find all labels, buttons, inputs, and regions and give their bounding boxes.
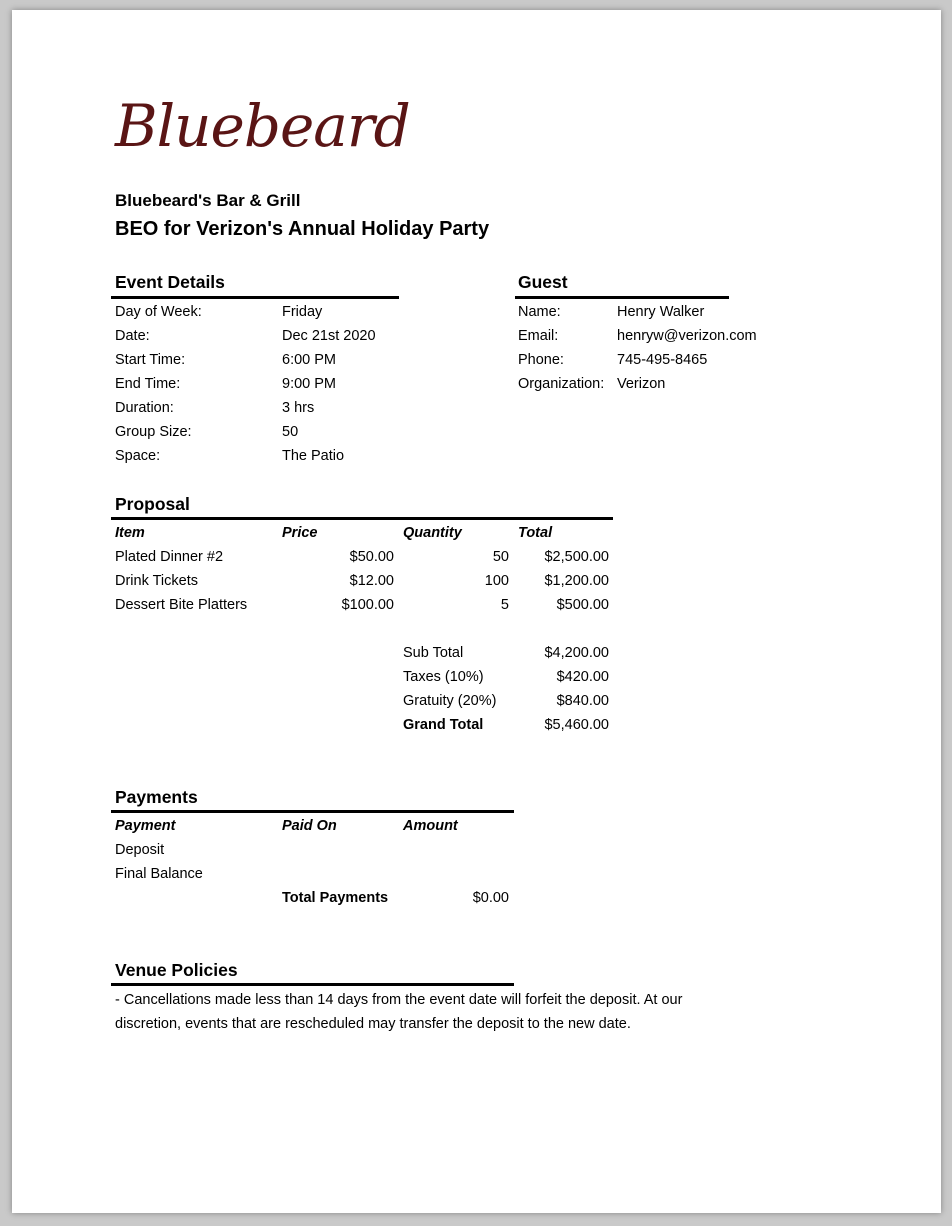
payments-heading: Payments [115, 787, 198, 807]
item-quantity: 5 [500, 597, 509, 613]
venue-policies-heading: Venue Policies [115, 960, 238, 980]
event-label: Duration: [115, 400, 174, 416]
guest-rule [515, 296, 729, 299]
event-label: Date: [115, 328, 150, 344]
total-payments-value: $0.00 [472, 890, 509, 906]
column-header-item: Item [115, 525, 145, 541]
event-label: End Time: [115, 376, 181, 392]
subtotal-label: Sub Total [403, 645, 464, 661]
company-name: Bluebeard's Bar & Grill [115, 191, 301, 210]
event-value: 3 hrs [282, 400, 315, 416]
event-label: Day of Week: [115, 304, 202, 320]
guest-label: Email: [518, 328, 559, 344]
event-label: Group Size: [115, 424, 192, 440]
payment-row-label: Deposit [115, 842, 165, 858]
event-details-rule [111, 296, 399, 299]
guest-heading: Guest [518, 272, 568, 292]
guest-label: Name: [518, 304, 561, 320]
item-price: $12.00 [349, 573, 394, 589]
taxes-label: Taxes (10%) [403, 669, 484, 685]
grand-total-label: Grand Total [403, 717, 484, 733]
event-value: Dec 21st 2020 [282, 328, 376, 344]
column-header-price: Price [282, 525, 318, 541]
event-label: Space: [115, 448, 161, 464]
event-value: 9:00 PM [282, 376, 336, 392]
gratuity-label: Gratuity (20%) [403, 693, 497, 709]
payments-rule [111, 810, 514, 813]
column-header-total: Total [518, 525, 553, 541]
gratuity-value: $840.00 [556, 693, 609, 709]
event-value: The Patio [282, 448, 345, 464]
venue-policies-text: - Cancellations made less than 14 days from the event date will forfeit the deposit. At our discretion, events that are rescheduled may transfer the deposit to the new date. [115, 992, 683, 1032]
guest-value: Henry Walker [617, 304, 705, 320]
item-name: Dessert Bite Platters [115, 597, 248, 613]
venue-policies-rule [111, 983, 514, 986]
proposal-rule [111, 517, 613, 520]
item-price: $100.00 [341, 597, 394, 613]
event-details-heading: Event Details [115, 272, 225, 292]
column-header-payment: Payment [115, 818, 176, 834]
item-price: $50.00 [349, 549, 394, 565]
event-label: Start Time: [115, 352, 186, 368]
guest-value: henryw@verizon.com [617, 328, 757, 344]
event-value: 50 [282, 424, 299, 440]
item-total: $2,500.00 [544, 549, 609, 565]
item-quantity: 50 [492, 549, 509, 565]
item-total: $1,200.00 [544, 573, 609, 589]
column-header-amount: Amount [403, 818, 458, 834]
item-name: Drink Tickets [115, 573, 198, 589]
event-value: Friday [282, 304, 323, 320]
item-quantity: 100 [484, 573, 509, 589]
total-payments-label: Total Payments [282, 890, 389, 906]
column-header-paid-on: Paid On [282, 818, 337, 834]
guest-value: 745-495-8465 [617, 352, 708, 368]
document-page [12, 10, 941, 1213]
grand-total-value: $5,460.00 [544, 717, 609, 733]
event-value: 6:00 PM [282, 352, 336, 368]
proposal-heading: Proposal [115, 494, 190, 514]
bluebeard-logo: Bluebeard [115, 92, 410, 160]
column-header-quantity: Quantity [403, 525, 462, 541]
taxes-value: $420.00 [556, 669, 609, 685]
guest-label: Phone: [518, 352, 564, 368]
item-total: $500.00 [556, 597, 609, 613]
item-name: Plated Dinner #2 [115, 549, 224, 565]
document-title: BEO for Verizon's Annual Holiday Party [115, 218, 490, 240]
payment-row-label: Final Balance [115, 866, 203, 882]
guest-value: Verizon [617, 376, 666, 392]
subtotal-value: $4,200.00 [544, 645, 609, 661]
guest-label: Organization: [518, 376, 605, 392]
